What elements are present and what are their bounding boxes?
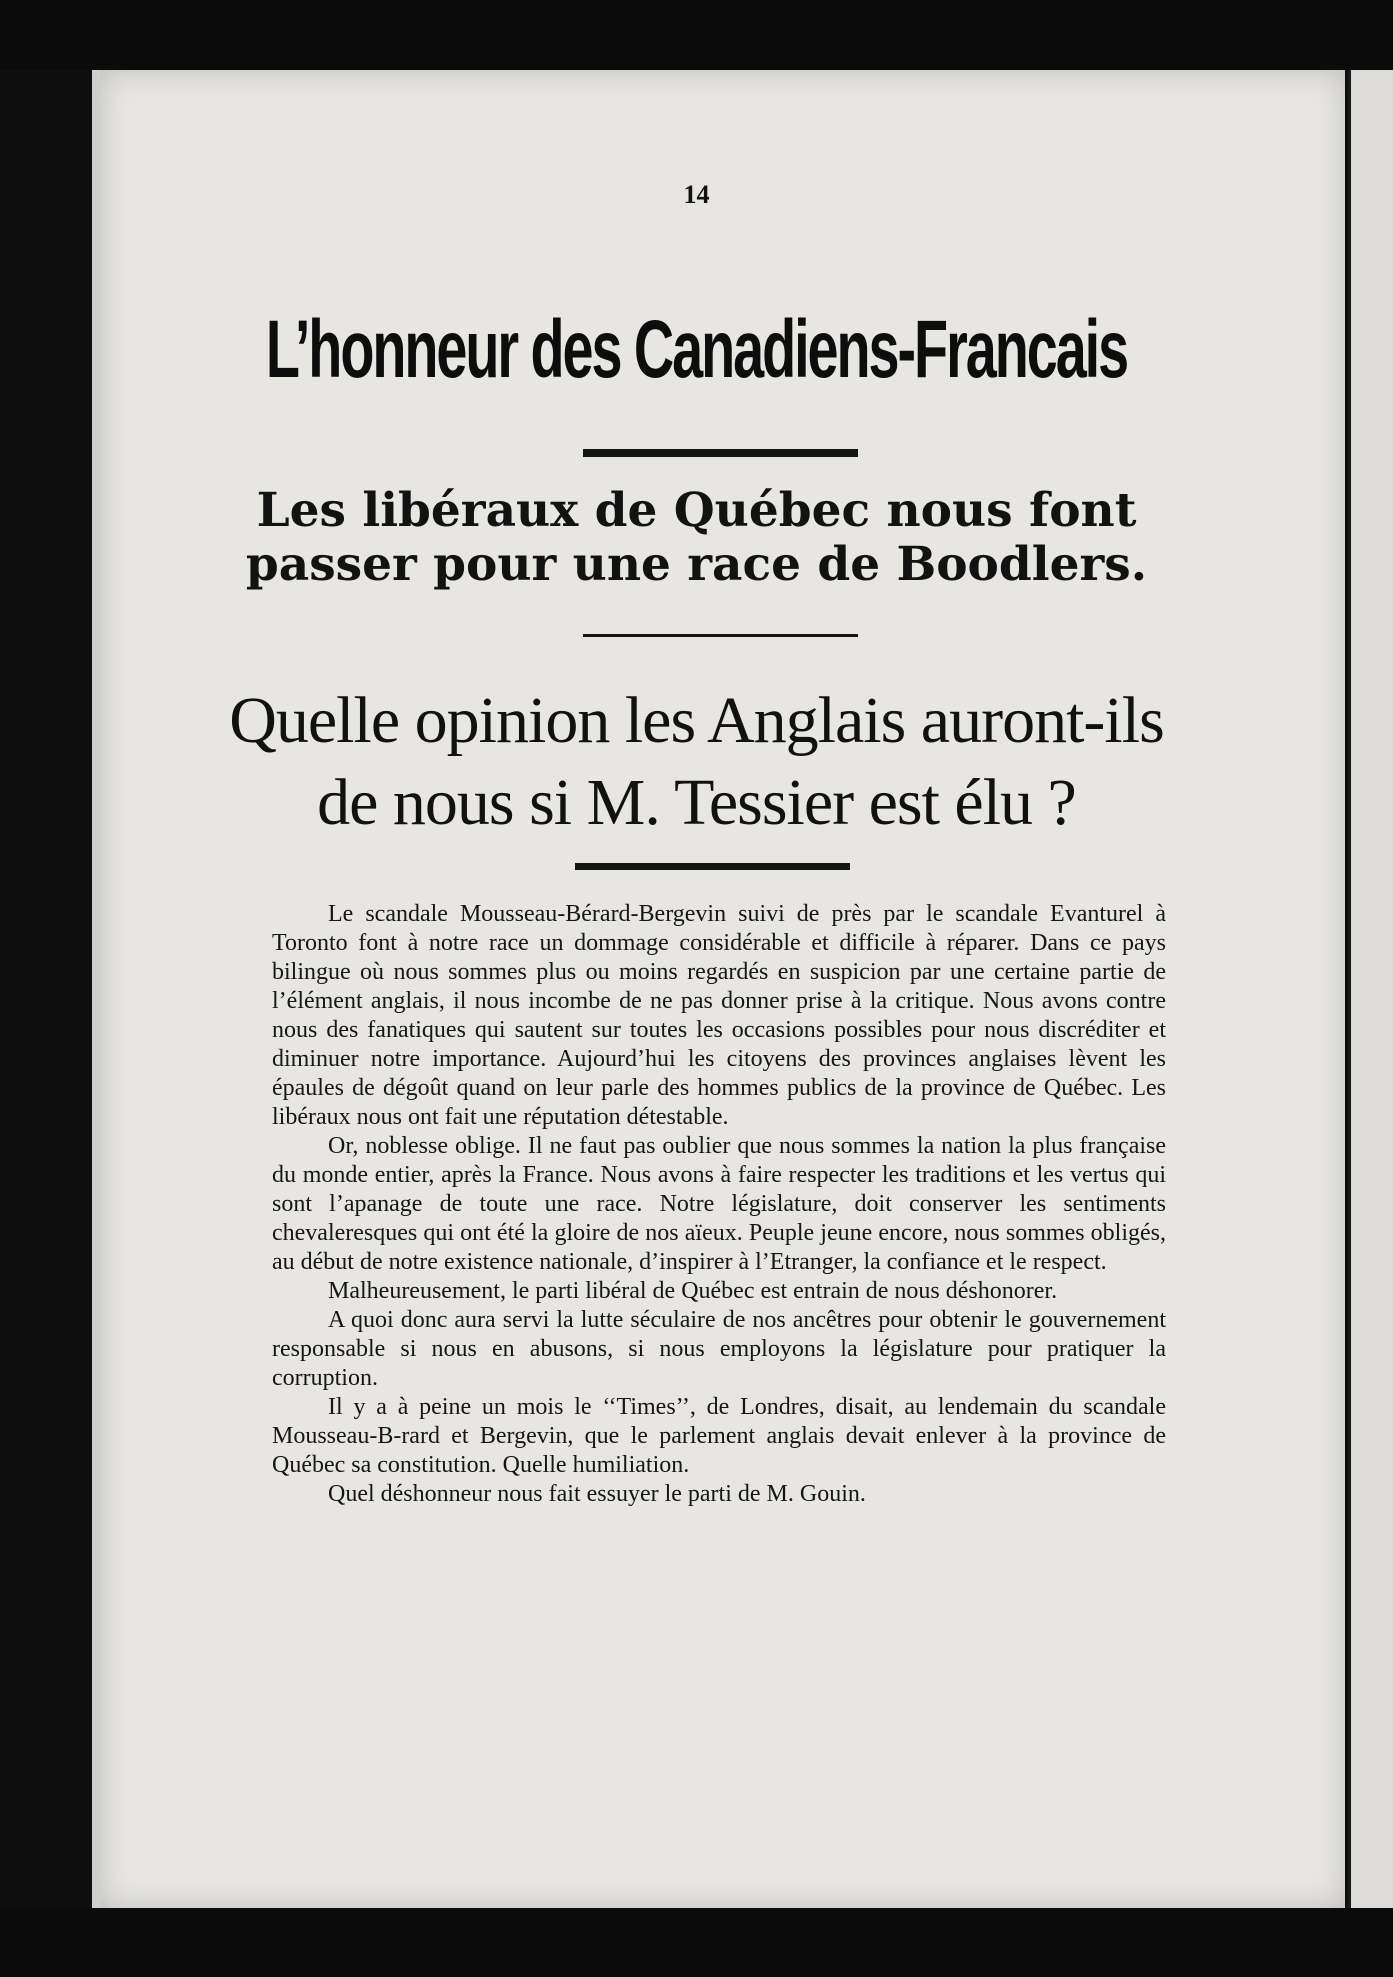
headline: L’honneur des Canadiens-Francais bbox=[265, 304, 1128, 395]
adjacent-page-edge bbox=[1348, 70, 1393, 1908]
article-body bbox=[272, 900, 1166, 1509]
divider-rule-thin bbox=[583, 634, 858, 637]
divider-rule bbox=[583, 449, 858, 457]
page-number: 14 bbox=[683, 180, 710, 209]
paragraph: Malheureusement, le parti libéral de Québec est entrain de nous déshonorer. bbox=[328, 1278, 1058, 1304]
question-line-1: Quelle opinion les Anglais auront-ils bbox=[229, 684, 1164, 757]
subheadline-line-2: passer pour une race de Boodlers. bbox=[245, 537, 1148, 592]
question-heading bbox=[0, 680, 1393, 844]
paragraph: Or, noblesse oblige. Il ne faut pas oublier que nous sommes la nation la plus française du monde entier, après la France. Nous avons à faire respecter les traditions et les vertus qui sont l’apanage de toute une race. Notre législature, doit conserver les sentiments chevaleresques qui ont été la gloire de nos aïeux. Peuple jeune encore, nous sommes obligés, au début de notre existence nationale, d’inspirer à l’Etranger, la confiance et le respect. bbox=[272, 1133, 1166, 1275]
scan-border-bottom bbox=[0, 1908, 1393, 1977]
question-line-2: de nous si M. Tessier est élu ? bbox=[317, 766, 1076, 839]
divider-rule bbox=[575, 863, 850, 870]
paragraph: Le scandale Mousseau-Bérard-Bergevin suivi de près par le scandale Evanturel à Toronto font à notre race un dommage considérable et difficile à réparer. Dans ce pays bilingue où nous sommes plus ou moins regardés en suspicion par une certaine partie de l’élément anglais, il nous incombe de ne pas donner prise à la critique. Nous avons contre nous des fanatiques qui sautent sur toutes les occasions possibles pour nous discréditer et diminuer notre importance. Aujourd’hui les citoyens des provinces anglaises lèvent les épaules de dégoût quand on leur parle des hommes publics de la province de Québec. Les libéraux nous ont fait une réputation détestable. bbox=[272, 901, 1166, 1130]
paragraph: Il y a à peine un mois le ‘‘Times’’, de Londres, disait, au lendemain du scandale Mousseau-B-rard et Bergevin, que le parlement anglais devait enlever à la province de Québec sa constitution. Quelle humiliation. bbox=[272, 1394, 1166, 1478]
subheadline-line-1: Les libéraux de Québec nous font bbox=[256, 483, 1137, 538]
paragraph: Quel déshonneur nous fait essuyer le parti de M. Gouin. bbox=[328, 1481, 866, 1507]
subheadline bbox=[0, 484, 1393, 592]
paragraph: A quoi donc aura servi la lutte séculaire de nos ancêtres pour obtenir le gouvernement responsable si nous en abusons, si nous employons la législature pour pratiquer la corruption. bbox=[272, 1307, 1166, 1391]
scan-border-top bbox=[0, 0, 1393, 70]
